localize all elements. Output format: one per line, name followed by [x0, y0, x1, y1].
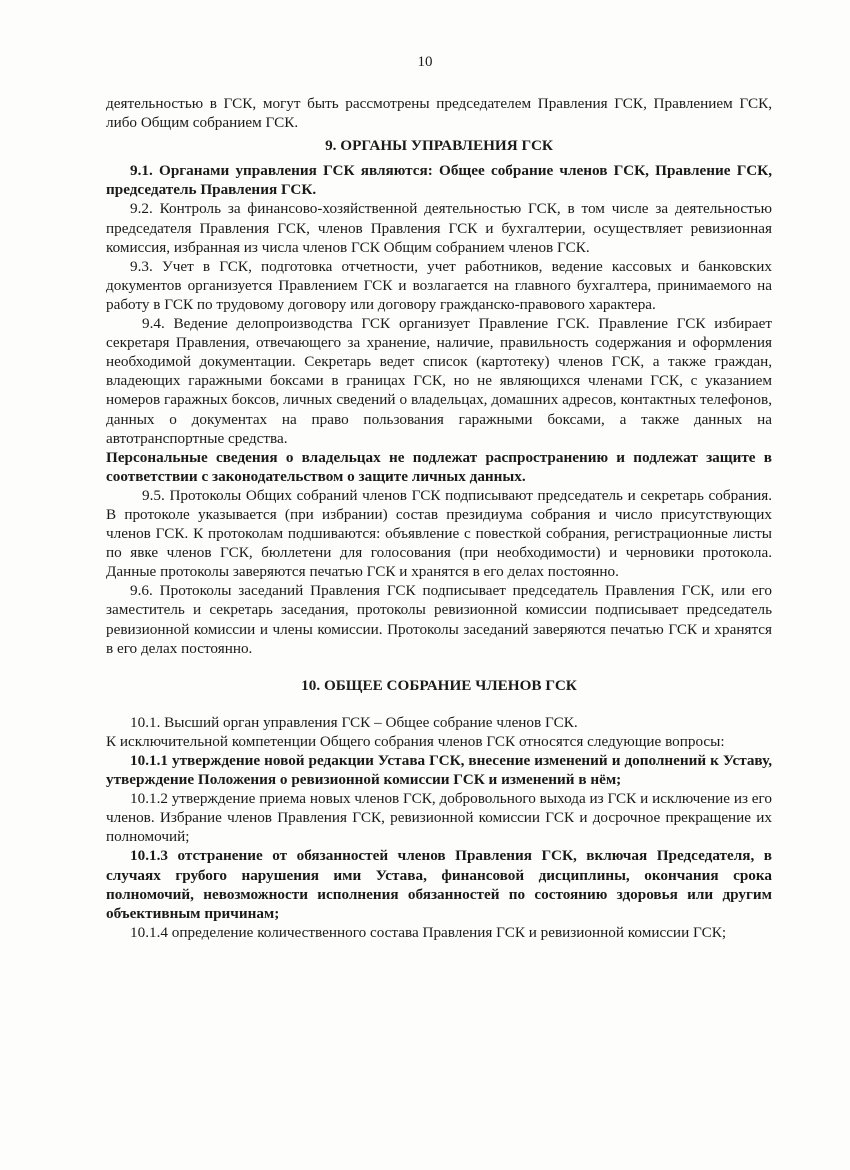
- paragraph-9-4-bold: Персональные сведения о владельцах не подлежат распространению и подлежат защите в соответствии с законодательством о защите личных данных.: [106, 448, 772, 485]
- paragraph-10-1-4: 10.1.4 определение количественного состава Правления ГСК и ревизионной комиссии ГСК;: [130, 923, 727, 941]
- paragraph-10-1-1: 10.1.1 утверждение новой редакции Устава ГСК, внесение изменений и дополнений к Уставу, утверждение Положения о ревизионной комиссии ГСК и изменений в нём;: [106, 752, 772, 789]
- paragraph-9-2: 9.2. Контроль за финансово-хозяйственной деятельностью ГСК, в том числе за деятельностью председателя Правления ГСК, членов Правления ГСК и бухгалтерии, осуществляет ревизионная комиссия, избранная из числа членов ГСК Общим собранием членов ГСК.: [106, 200, 772, 256]
- paragraph-9-6: 9.6. Протоколы заседаний Правления ГСК подписывает председатель Правления ГСК, или его заместитель и секретарь заседания, протоколы ревизионной комиссии подписывает председатель ревизионной комиссии и члены комиссии. Протоколы заседаний заверяются печатью ГСК и хранятся в его делах постоянно.: [106, 582, 772, 657]
- paragraph-10-1-intro: К исключительной компетенции Общего собрания членов ГСК относятся следующие вопросы:: [106, 732, 725, 750]
- paragraph-9-3: 9.3. Учет в ГСК, подготовка отчетности, учет работников, ведение кассовых и банковских документов организуется Правлением ГСК и возлагается на главного бухгалтера, принимаемого на работу в ГСК по трудовому договору или договору гражданско-правового характера.: [106, 257, 772, 313]
- paragraph-10-1-3: 10.1.3 отстранение от обязанностей членов Правления ГСК, включая Председателя, в случаях грубого нарушения ими Устава, финансовой дисциплины, окончания срока полномочий, невозможности исполнения обязанностей по состоянию здоровья или другим объективным причинам;: [106, 847, 772, 922]
- paragraph-9-4: 9.4. Ведение делопроизводства ГСК организует Правление ГСК. Правление ГСК избирает секретаря Правления, отвечающего за хранение, наличие, правильность содержания и оформления необходимой документации. Секретарь ведет список (картотеку) членов ГСК, а также граждан, владеющих гаражными боксами в границах ГСК, но не являющихся членами ГСК, с указанием номеров гаражных боксов, личных сведений о владельцах, домашних адресов, контактных телефонов, данных о документах на право пользования гаражными боксами, а также данных на автотранспортные средства.: [106, 315, 772, 447]
- paragraph-9-5: 9.5. Протоколы Общих собраний членов ГСК подписывают председатель и секретарь собрания. В протоколе указывается (при избрании) состав президиума собрания и число присутствующих членов ГСК. К протоколам подшиваются: объявление с повесткой собрания, регистрационные листы по явке членов ГСК, бюллетени для голосования (при необходимости) и черновики протокола. Данные протоколы заверяются печатью ГСК и хранятся в его делах постоянно.: [106, 486, 772, 581]
- page-number: 10: [417, 54, 433, 70]
- section-9-heading: 9. ОРГАНЫ УПРАВЛЕНИЯ ГСК: [325, 137, 553, 155]
- paragraph-10-1-2: 10.1.2 утверждение приема новых членов ГСК, добровольного выхода из ГСК и исключение из его членов. Избрание членов Правления ГСК, ревизионной комиссии ГСК и досрочное прекращение их полномочий;: [106, 790, 772, 846]
- document-body: [106, 94, 772, 942]
- paragraph-9-1: 9.1. Органами управления ГСК являются: Общее собрание членов ГСК, Правление ГСК, председатель Правления ГСК.: [106, 162, 772, 199]
- paragraph-10-1: 10.1. Высший орган управления ГСК – Общее собрание членов ГСК.: [130, 713, 578, 731]
- section-10-heading: 10. ОБЩЕЕ СОБРАНИЕ ЧЛЕНОВ ГСК: [301, 676, 577, 694]
- paragraph-continuation: деятельностью в ГСК, могут быть рассмотрены председателем Правления ГСК, Правлением ГСК, либо Общим собранием ГСК.: [106, 95, 772, 132]
